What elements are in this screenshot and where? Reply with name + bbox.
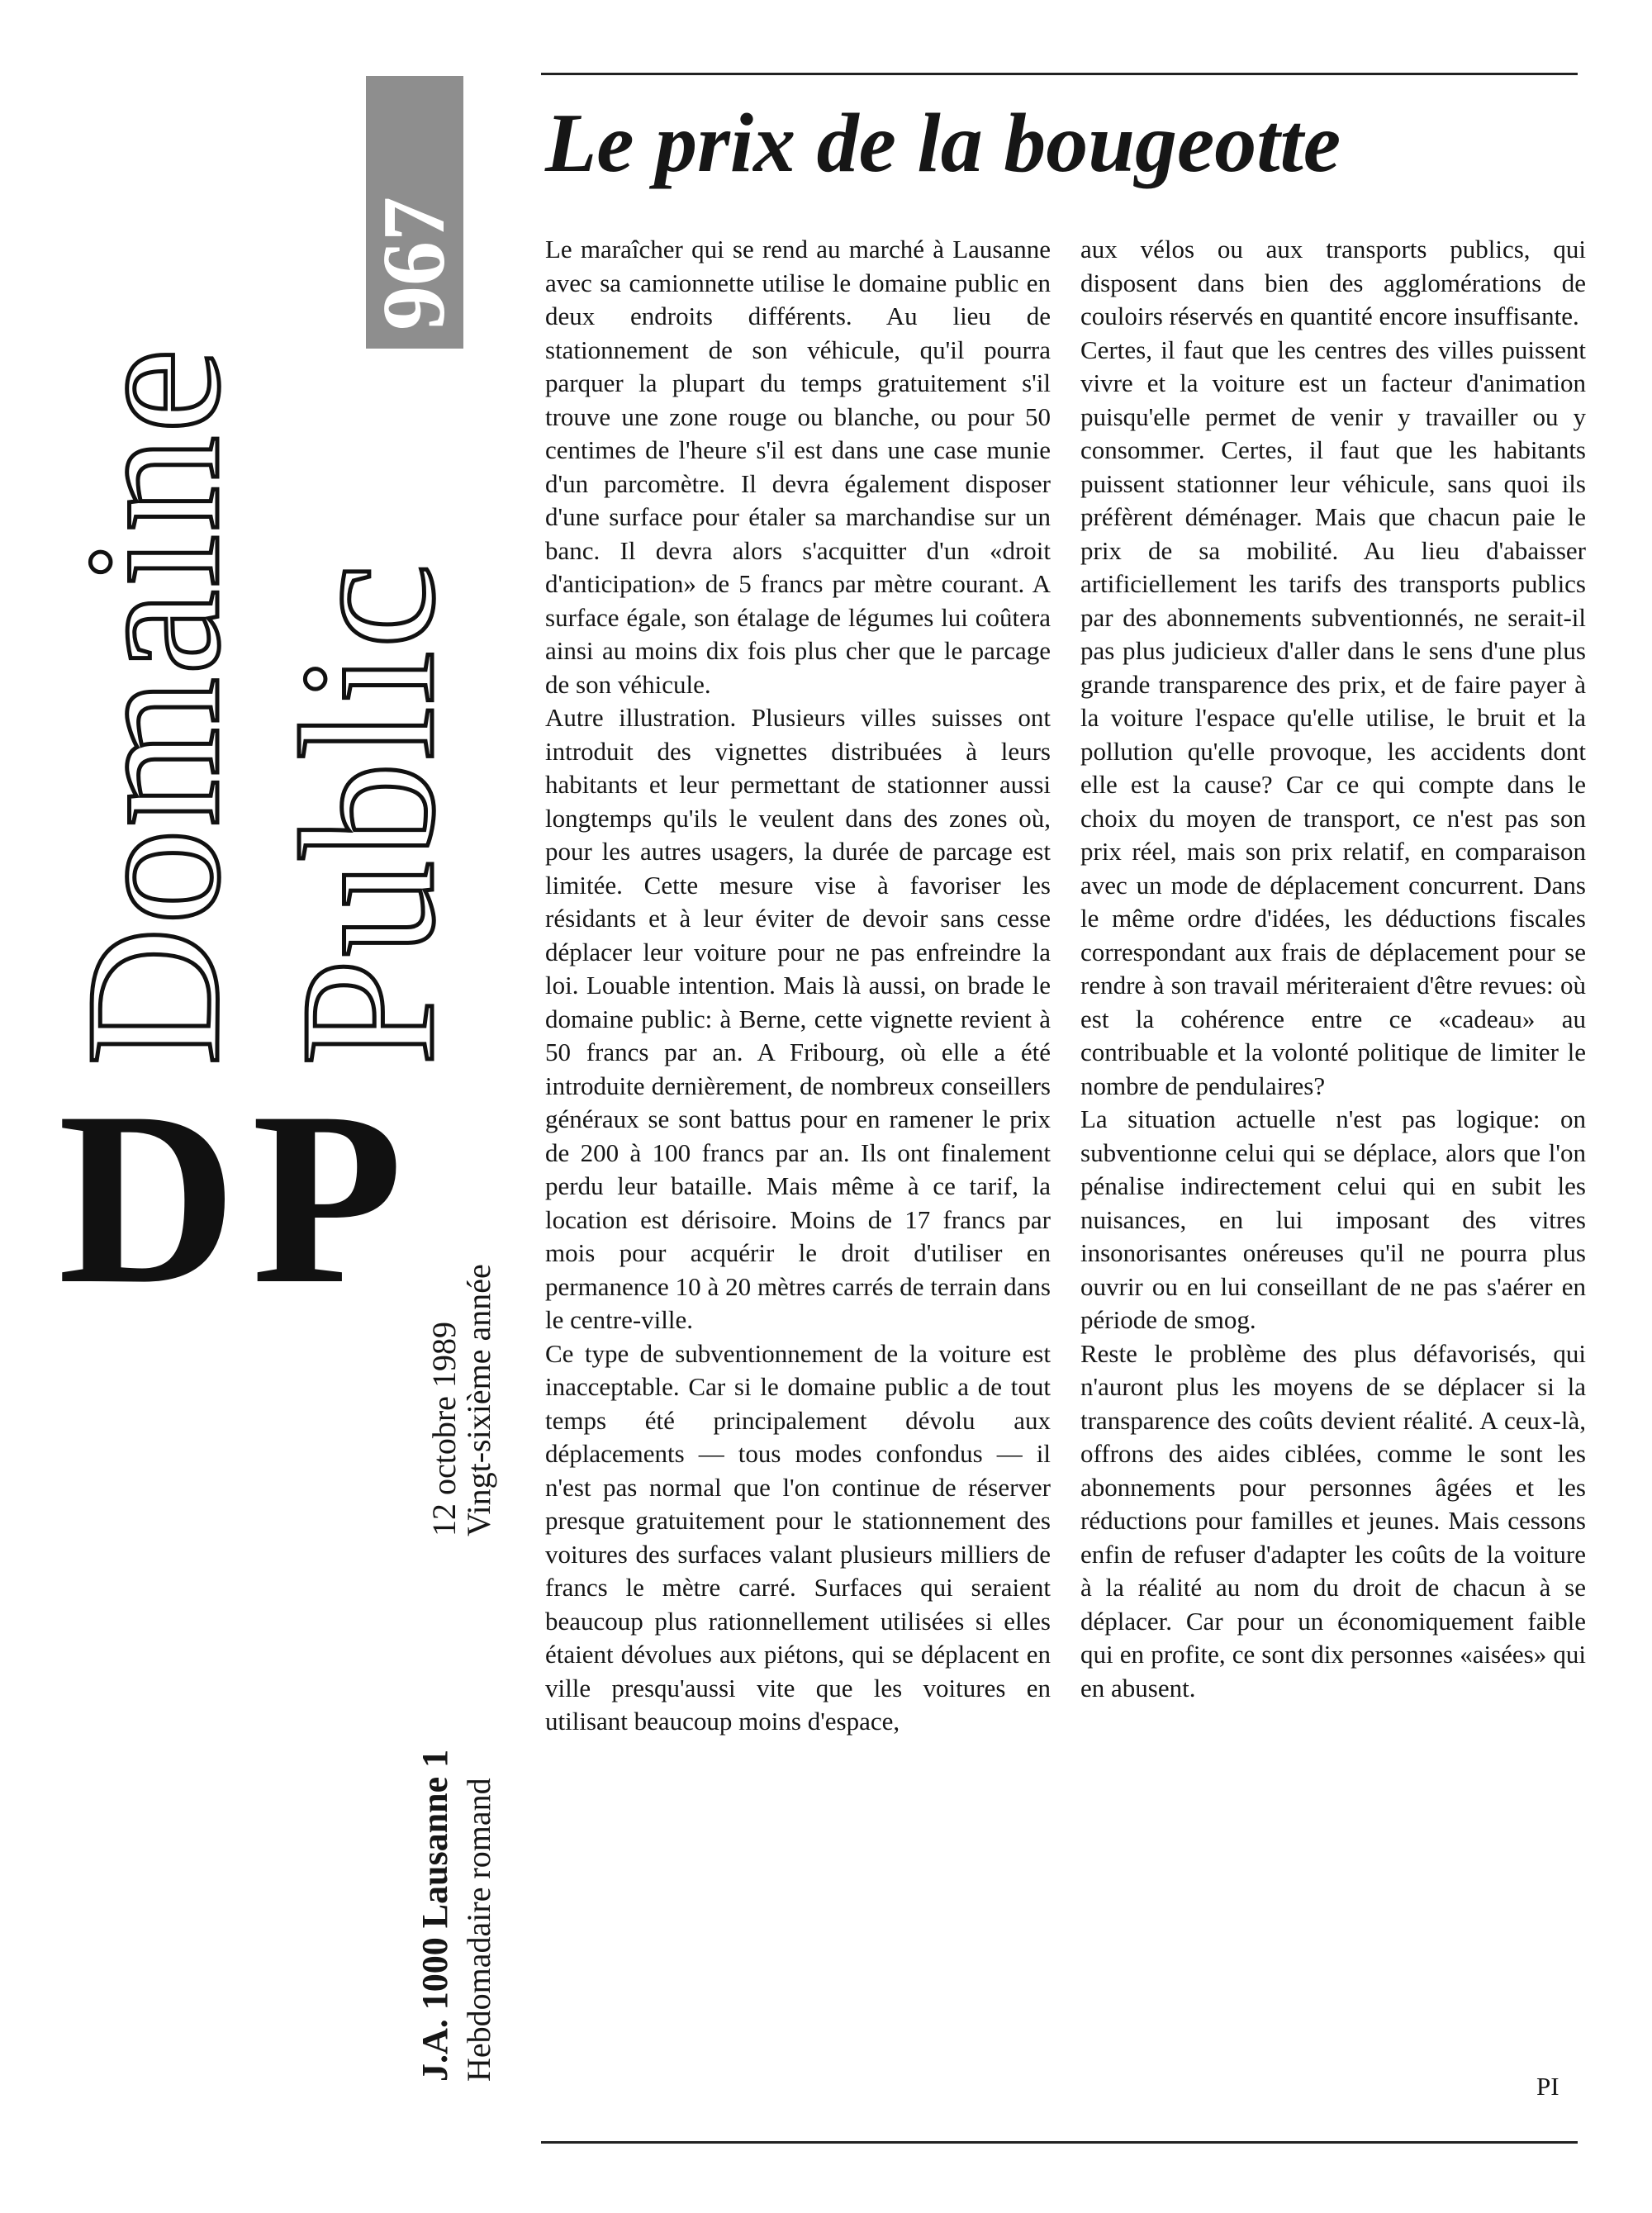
top-rule (541, 73, 1578, 75)
article-title: Le prix de la bougeotte (545, 97, 1341, 190)
paragraph: Certes, il faut que les centres des villes puissent vivre et la voiture est un facteur d'animation puisqu'elle permet de venir y travailler ou y consommer. Certes, il faut que les habitants puissent stationner leur véhicule, sans quoi ils préfèrent déménager. Mais que chacun paie le prix de sa mobilité. Au lieu d'abaisser artificiellement les tarifs des transports publics par des abonnements subventionnés, ne serait-il pas plus judicieux d'aller dans le sens d'une plus grande transparence des prix, et de faire payer à la voiture l'espace qu'elle utilise, le bruit et la pollution qu'elle provoque, les accidents dont elle est la cause? Car ce qui compte dans le choix du moyen de transport, ce n'est pas son prix réel, mais son prix relatif, en comparaison avec un mode de déplacement concurrent. Dans le même ordre d'idées, les déductions fiscales correspondant aux frais de déplacement pour se rendre à son travail mériteraient d'être revues: où est la cohérence entre ce «cadeau» au contribuable et la volonté politique de limiter le nombre de pendulaires? (1080, 335, 1586, 1100)
paragraph: Le maraîcher qui se rend au marché à Lausanne avec sa camionnette utilise le domaine public en deux endroits différents. Au lieu de stationnement de son véhicule, qu'il pourra parquer la plupart du temps gratuitement s'il trouve une zone rouge ou blanche, ou pour 50 centimes de l'heure s'il est dans une case munie d'un parcomètre. Il devra également disposer d'une surface pour étaler sa marchandise sur un banc. Il devra alors s'acquitter d'un «droit d'anticipation» de 5 francs par mètre courant. A surface égale, son étalage de légumes lui coûtera ainsi au moins dix fois plus cher que le parcage de son véhicule. (545, 235, 1051, 699)
paragraph: Ce type de subventionnement de la voiture est inacceptable. Car si le domaine public a de tout temps été principalement dévolu aux déplacements — tous modes confondus — il n'est pas normal que l'on continue de réserver presque gratuitement pour le stationnement des voitures des surfaces valant plusieurs milliers de francs le mètre carré. Surfaces qui seraient beaucoup plus rationnellement utilisées si elles étaient dévolues aux piétons, qui se déplacent en ville presqu'aussi vite que les voitures en utilisant beaucoup moins d'espace, (545, 1338, 1051, 1736)
issue-date: 12 octobre 1989 (425, 1322, 463, 1536)
paragraph: aux vélos ou aux transports publics, qui disposent dans bien des agglomérations de couloirs réservés en quantité encore insuffisante. (1080, 235, 1586, 330)
paragraph: La situation actuelle n'est pas logique: on subventionne celui qui se déplace, alors que l'on pénalise indirectement celui qui en subit les nuisances, en lui imposant des vitres insonorisantes onéreuses qu'il ne pourra plus ouvrir ou en lui conseillant de ne pas s'aérer en période de smog. (1080, 1104, 1586, 1334)
article-column-left (545, 233, 1051, 1739)
paragraph: Reste le problème des plus défavorisés, qui n'auront plus les moyens de se déplacer si la transparence des coûts devient réalité. A ceux-là, offrons des aides ciblées, comme le sont les abonnements pour personnes âgées et les réductions pour familles et jeunes. Mais cessons enfin de refuser d'adapter les coûts de la voiture à la réalité au nom du droit de chacun à se déplacer. Car pour un économiquement faible qui en profite, ce sont dix personnes «aisées» qui en abusent. (1080, 1338, 1586, 1702)
article-column-right (1080, 233, 1586, 1705)
dp-logo: DP (58, 1061, 418, 1335)
masthead-title-domaine: Domaine (47, 345, 259, 1066)
issue-number: 967 (365, 197, 463, 330)
paragraph: Autre illustration. Plusieurs villes suisses ont introduit des vignettes distribuées à leurs habitants et leur permettant de stationner aussi longtemps qu'ils le veulent dans des zones où, pour les autres usagers, la durée de parcage est limitée. Cette mesure vise à favoriser les résidants et à leur éviter de devoir sans cesse déplacer leur voiture pour ne pas enfreindre la loi. Louable intention. Mais là aussi, on brade le domaine public: à Berne, cette vignette revient à 50 francs par an. A Fribourg, où elle a été introduite dernièrement, de nombreux conseillers généraux se sont battus pour en ramener le prix de 200 à 100 francs par an. Ils ont finalement perdu leur bataille. Mais même à ce tarif, la location est dérisoire. Moins de 17 francs par mois pour acquérir le droit d'utiliser en permanence 10 à 20 mètres carrés de terrain dans le centre-ville. (545, 703, 1051, 1334)
publication-year: Vingt-sixième année (460, 1264, 497, 1536)
imprint-address: J.A. 1000 Lausanne 1 (415, 1749, 455, 2082)
imprint-frequency: Hebdomadaire romand (460, 1778, 497, 2082)
masthead-title-public: Public (262, 561, 474, 1066)
author-signature: PI (1536, 2072, 1559, 2101)
bottom-rule (541, 2141, 1578, 2144)
